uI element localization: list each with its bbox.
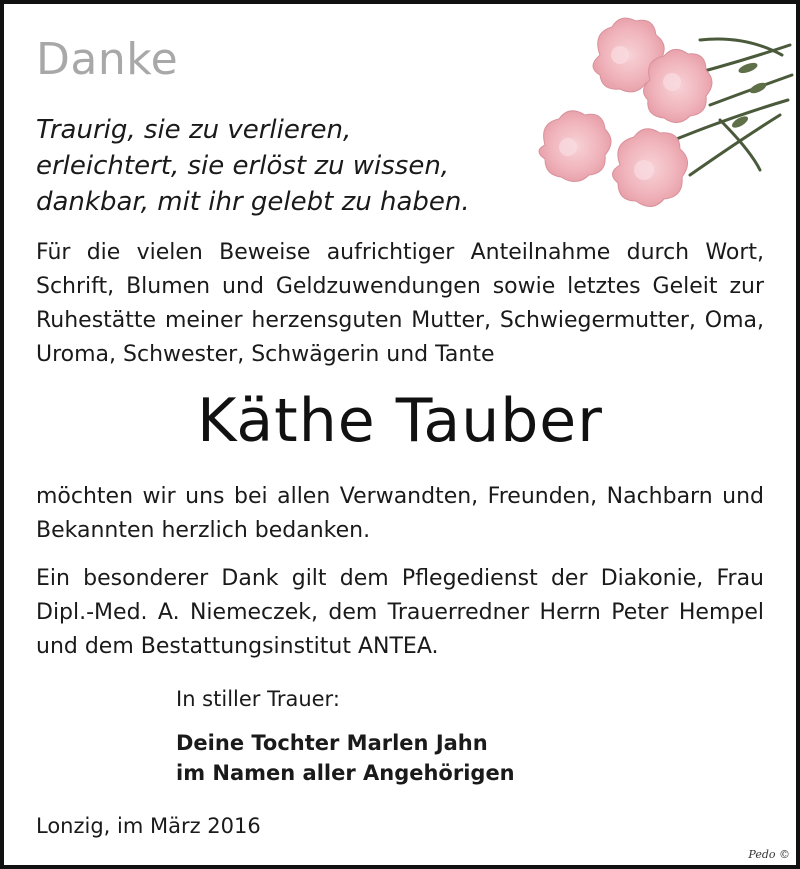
heading-danke: Danke bbox=[36, 34, 179, 85]
signature-intro: In stiller Trauer: bbox=[176, 687, 340, 711]
carnations-image bbox=[520, 10, 795, 225]
thanks-paragraph: Für die vielen Beweise aufrichtiger Anteilnahme durch Wort, Schrift, Blumen und Geldzuwendungen sowie letztes Geleit zur Ruhestätte meiner herzensguten Mutter, Schwiegermutter, Oma, Uroma, Schwester, Schwägerin und Tante bbox=[36, 240, 764, 367]
deceased-name: Käthe Tauber bbox=[197, 386, 603, 456]
poem-line-1: Traurig, sie zu verlieren, bbox=[36, 115, 352, 145]
signature-line-1: Deine Tochter Marlen Jahn bbox=[176, 731, 488, 755]
poem bbox=[36, 112, 470, 220]
signature-names bbox=[176, 728, 515, 788]
poem-line-2: erleichtert, sie erlöst zu wissen, bbox=[36, 151, 450, 181]
special-thanks-paragraph: Ein besonderer Dank gilt dem Pflegedienst der Diakonie, Frau Dipl.-Med. A. Niemeczek, dem Trauerredner Herrn Peter Hempel und dem Bestattungsinstitut ANTEA. bbox=[36, 566, 764, 659]
designer-credit: Pedo © bbox=[748, 848, 790, 861]
thanks-continuation: möchten wir uns bei allen Verwandten, Freunden, Nachbarn und Bekannten herzlich bedanken. bbox=[36, 484, 764, 543]
poem-line-3: dankbar, mit ihr gelebt zu haben. bbox=[36, 187, 470, 217]
place-date: Lonzig, im März 2016 bbox=[36, 814, 261, 838]
signature-line-2: im Namen aller Angehörigen bbox=[176, 761, 515, 785]
